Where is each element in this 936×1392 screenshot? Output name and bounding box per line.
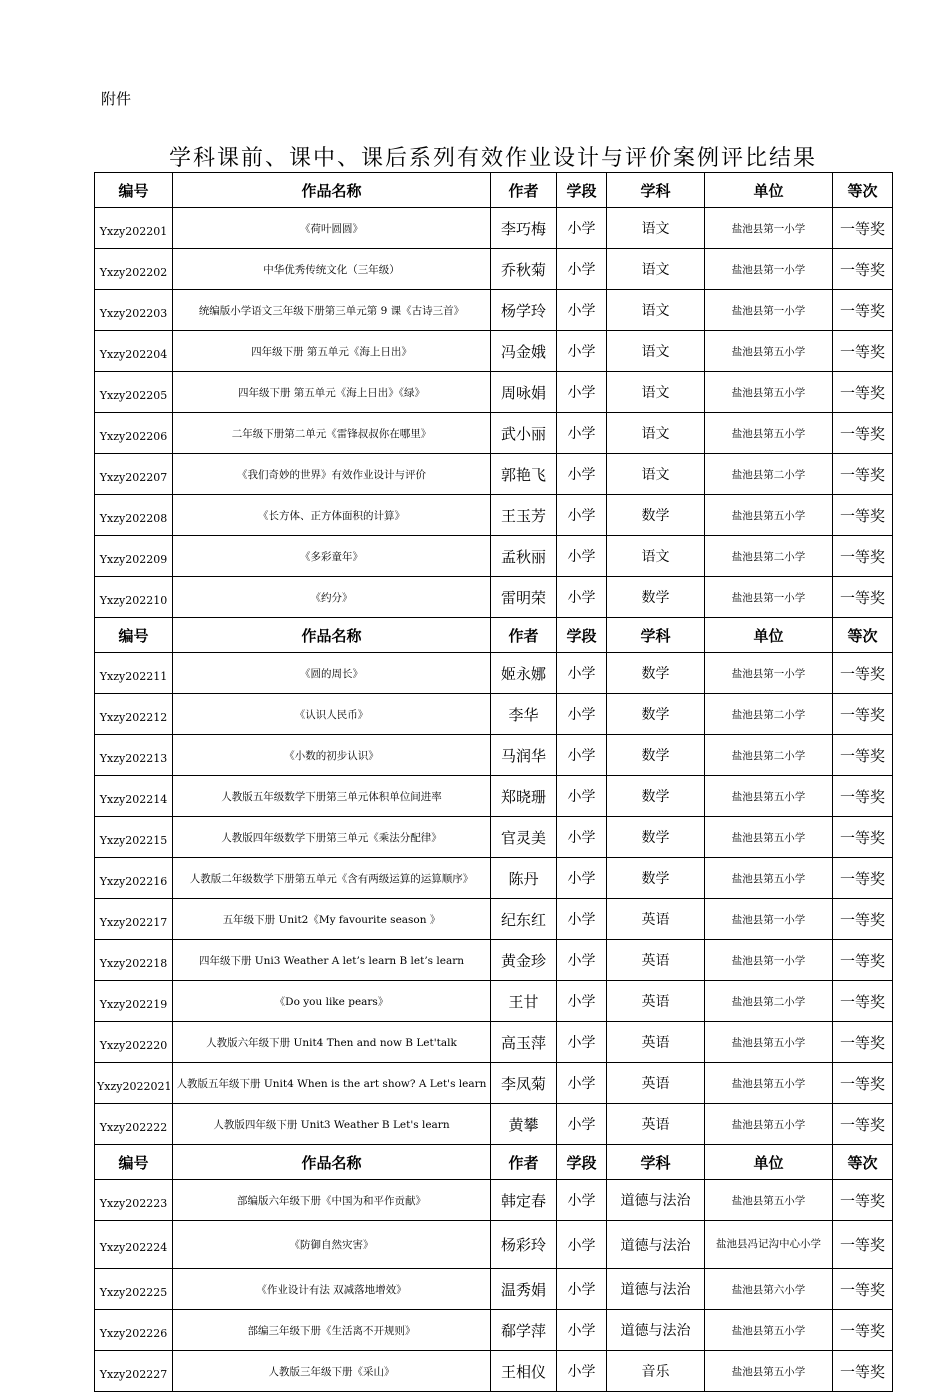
cell-author: 王甘 <box>491 981 557 1022</box>
cell-id: Yxzy202222 <box>95 1104 173 1145</box>
table-row <box>95 454 893 495</box>
cell-unit: 盐池县第五小学 <box>705 1022 833 1063</box>
cell-work-title: 人教版六年级下册 Unit4 Then and now B Let'talk <box>173 1022 491 1063</box>
cell-award: 一等奖 <box>833 331 893 372</box>
cell-id: Yxzy2022021 <box>95 1063 173 1104</box>
cell-award: 一等奖 <box>833 653 893 694</box>
cell-work-title: 《小数的初步认识》 <box>173 735 491 776</box>
cell-award: 一等奖 <box>833 981 893 1022</box>
cell-stage: 小学 <box>557 577 607 618</box>
cell-author: 马润华 <box>491 735 557 776</box>
table-row <box>95 817 893 858</box>
cell-id: Yxzy202220 <box>95 1022 173 1063</box>
cell-work-title: 部编版六年级下册《中国为和平作贡献》 <box>173 1180 491 1221</box>
column-header: 单位 <box>705 1145 833 1180</box>
cell-subject: 道德与法治 <box>607 1221 705 1269</box>
cell-author: 雷明荣 <box>491 577 557 618</box>
table-row <box>95 1180 893 1221</box>
column-header: 作者 <box>491 618 557 653</box>
column-header: 等次 <box>833 1145 893 1180</box>
cell-stage: 小学 <box>557 536 607 577</box>
cell-id: Yxzy202205 <box>95 372 173 413</box>
cell-stage: 小学 <box>557 1351 607 1392</box>
cell-id: Yxzy202217 <box>95 899 173 940</box>
cell-subject: 语文 <box>607 249 705 290</box>
cell-stage: 小学 <box>557 858 607 899</box>
cell-author: 郭艳飞 <box>491 454 557 495</box>
cell-id: Yxzy202207 <box>95 454 173 495</box>
cell-work-title: 二年级下册第二单元《雷锋叔叔你在哪里》 <box>173 413 491 454</box>
cell-id: Yxzy202215 <box>95 817 173 858</box>
cell-unit: 盐池县第五小学 <box>705 1104 833 1145</box>
cell-subject: 数学 <box>607 694 705 735</box>
cell-id: Yxzy202225 <box>95 1269 173 1310</box>
cell-author: 孟秋丽 <box>491 536 557 577</box>
cell-author: 韩定春 <box>491 1180 557 1221</box>
cell-work-title: 人教版五年级下册 Unit4 When is the art show? A Let's learn <box>173 1063 491 1104</box>
cell-subject: 数学 <box>607 495 705 536</box>
cell-id: Yxzy202226 <box>95 1310 173 1351</box>
cell-subject: 道德与法治 <box>607 1310 705 1351</box>
cell-author: 郗学萍 <box>491 1310 557 1351</box>
cell-unit: 盐池县第五小学 <box>705 1351 833 1392</box>
cell-subject: 数学 <box>607 817 705 858</box>
cell-id: Yxzy202227 <box>95 1351 173 1392</box>
cell-id: Yxzy202216 <box>95 858 173 899</box>
column-header: 编号 <box>95 618 173 653</box>
table-row <box>95 208 893 249</box>
table-row <box>95 577 893 618</box>
cell-award: 一等奖 <box>833 1022 893 1063</box>
cell-stage: 小学 <box>557 290 607 331</box>
cell-id: Yxzy202206 <box>95 413 173 454</box>
table-row <box>95 776 893 817</box>
table-row <box>95 1221 893 1269</box>
cell-author: 黄攀 <box>491 1104 557 1145</box>
table-row <box>95 1063 893 1104</box>
cell-work-title: 《长方体、正方体面积的计算》 <box>173 495 491 536</box>
cell-award: 一等奖 <box>833 1063 893 1104</box>
cell-award: 一等奖 <box>833 899 893 940</box>
cell-work-title: 《我们奇妙的世界》有效作业设计与评价 <box>173 454 491 495</box>
cell-id: Yxzy202203 <box>95 290 173 331</box>
column-header: 学段 <box>557 1145 607 1180</box>
cell-stage: 小学 <box>557 694 607 735</box>
cell-work-title: 四年级下册 Uni3 Weather A let’s learn B let’s learn <box>173 940 491 981</box>
cell-stage: 小学 <box>557 1063 607 1104</box>
cell-unit: 盐池县第五小学 <box>705 1310 833 1351</box>
cell-subject: 语文 <box>607 208 705 249</box>
cell-subject: 英语 <box>607 1022 705 1063</box>
column-header: 作者 <box>491 1145 557 1180</box>
cell-subject: 语文 <box>607 372 705 413</box>
cell-stage: 小学 <box>557 1269 607 1310</box>
cell-id: Yxzy202218 <box>95 940 173 981</box>
cell-award: 一等奖 <box>833 1180 893 1221</box>
table-row <box>95 1104 893 1145</box>
cell-id: Yxzy202224 <box>95 1221 173 1269</box>
cell-award: 一等奖 <box>833 1221 893 1269</box>
cell-work-title: 四年级下册 第五单元《海上日出》 <box>173 331 491 372</box>
cell-subject: 英语 <box>607 899 705 940</box>
cell-id: Yxzy202212 <box>95 694 173 735</box>
cell-author: 姬永娜 <box>491 653 557 694</box>
cell-work-title: 五年级下册 Unit2《My favourite season 》 <box>173 899 491 940</box>
table-row <box>95 1269 893 1310</box>
cell-subject: 数学 <box>607 735 705 776</box>
cell-subject: 英语 <box>607 1063 705 1104</box>
table-row <box>95 536 893 577</box>
cell-work-title: 中华优秀传统文化（三年级） <box>173 249 491 290</box>
column-header: 学段 <box>557 173 607 208</box>
column-header: 作品名称 <box>173 1145 491 1180</box>
cell-stage: 小学 <box>557 899 607 940</box>
cell-work-title: 《认识人民币》 <box>173 694 491 735</box>
table-row <box>95 331 893 372</box>
cell-author: 李凤菊 <box>491 1063 557 1104</box>
table-row <box>95 1310 893 1351</box>
cell-award: 一等奖 <box>833 694 893 735</box>
cell-work-title: 人教版四年级下册 Unit3 Weather B Let's learn <box>173 1104 491 1145</box>
cell-stage: 小学 <box>557 776 607 817</box>
column-header: 作者 <box>491 173 557 208</box>
document-title: 学科课前、课中、课后系列有效作业设计与评价案例评比结果 <box>168 146 817 171</box>
cell-stage: 小学 <box>557 735 607 776</box>
cell-stage: 小学 <box>557 413 607 454</box>
cell-award: 一等奖 <box>833 577 893 618</box>
cell-unit: 盐池县第一小学 <box>705 577 833 618</box>
cell-award: 一等奖 <box>833 1310 893 1351</box>
cell-work-title: 人教版三年级下册《采山》 <box>173 1351 491 1392</box>
column-header: 单位 <box>705 173 833 208</box>
cell-stage: 小学 <box>557 249 607 290</box>
cell-subject: 道德与法治 <box>607 1180 705 1221</box>
cell-award: 一等奖 <box>833 495 893 536</box>
cell-stage: 小学 <box>557 495 607 536</box>
cell-author: 高玉萍 <box>491 1022 557 1063</box>
cell-author: 官灵美 <box>491 817 557 858</box>
cell-id: Yxzy202204 <box>95 331 173 372</box>
cell-unit: 盐池县第五小学 <box>705 776 833 817</box>
cell-author: 王相仪 <box>491 1351 557 1392</box>
table-header-row <box>95 173 893 208</box>
cell-subject: 语文 <box>607 290 705 331</box>
cell-unit: 盐池县第一小学 <box>705 249 833 290</box>
cell-id: Yxzy202210 <box>95 577 173 618</box>
cell-id: Yxzy202213 <box>95 735 173 776</box>
cell-work-title: 《防御自然灾害》 <box>173 1221 491 1269</box>
cell-work-title: 《约分》 <box>173 577 491 618</box>
cell-author: 周咏娟 <box>491 372 557 413</box>
cell-id: Yxzy202214 <box>95 776 173 817</box>
cell-award: 一等奖 <box>833 208 893 249</box>
cell-unit: 盐池县第一小学 <box>705 940 833 981</box>
cell-unit: 盐池县第五小学 <box>705 413 833 454</box>
cell-stage: 小学 <box>557 1022 607 1063</box>
column-header: 编号 <box>95 173 173 208</box>
cell-stage: 小学 <box>557 331 607 372</box>
cell-subject: 数学 <box>607 776 705 817</box>
results-table <box>94 172 893 1392</box>
column-header: 作品名称 <box>173 618 491 653</box>
attachment-label: 附件 <box>101 90 132 108</box>
cell-author: 杨彩玲 <box>491 1221 557 1269</box>
cell-unit: 盐池县第五小学 <box>705 858 833 899</box>
cell-award: 一等奖 <box>833 735 893 776</box>
cell-stage: 小学 <box>557 981 607 1022</box>
cell-author: 武小丽 <box>491 413 557 454</box>
cell-award: 一等奖 <box>833 858 893 899</box>
cell-unit: 盐池县第一小学 <box>705 899 833 940</box>
cell-award: 一等奖 <box>833 372 893 413</box>
cell-author: 杨学玲 <box>491 290 557 331</box>
cell-work-title: 统编版小学语文三年级下册第三单元第 9 课《古诗三首》 <box>173 290 491 331</box>
cell-award: 一等奖 <box>833 817 893 858</box>
cell-unit: 盐池县第一小学 <box>705 208 833 249</box>
column-header: 等次 <box>833 618 893 653</box>
cell-work-title: 四年级下册 第五单元《海上日出》《绿》 <box>173 372 491 413</box>
column-header: 学科 <box>607 1145 705 1180</box>
cell-id: Yxzy202201 <box>95 208 173 249</box>
cell-unit: 盐池县第二小学 <box>705 536 833 577</box>
table-header-row <box>95 1145 893 1180</box>
cell-unit: 盐池县第六小学 <box>705 1269 833 1310</box>
cell-stage: 小学 <box>557 1310 607 1351</box>
cell-subject: 数学 <box>607 577 705 618</box>
cell-award: 一等奖 <box>833 940 893 981</box>
cell-stage: 小学 <box>557 1221 607 1269</box>
table-row <box>95 653 893 694</box>
cell-unit: 盐池县冯记沟中心小学 <box>705 1221 833 1269</box>
cell-author: 冯金娥 <box>491 331 557 372</box>
cell-stage: 小学 <box>557 653 607 694</box>
cell-award: 一等奖 <box>833 1351 893 1392</box>
cell-stage: 小学 <box>557 940 607 981</box>
column-header: 单位 <box>705 618 833 653</box>
cell-subject: 英语 <box>607 1104 705 1145</box>
cell-unit: 盐池县第二小学 <box>705 694 833 735</box>
cell-award: 一等奖 <box>833 413 893 454</box>
cell-work-title: 部编三年级下册《生活离不开规则》 <box>173 1310 491 1351</box>
cell-id: Yxzy202202 <box>95 249 173 290</box>
table-row <box>95 858 893 899</box>
table-row <box>95 413 893 454</box>
cell-award: 一等奖 <box>833 1104 893 1145</box>
cell-subject: 英语 <box>607 940 705 981</box>
cell-unit: 盐池县第五小学 <box>705 1180 833 1221</box>
cell-award: 一等奖 <box>833 249 893 290</box>
cell-author: 李巧梅 <box>491 208 557 249</box>
cell-id: Yxzy202209 <box>95 536 173 577</box>
cell-unit: 盐池县第二小学 <box>705 735 833 776</box>
cell-author: 王玉芳 <box>491 495 557 536</box>
cell-unit: 盐池县第五小学 <box>705 495 833 536</box>
cell-subject: 英语 <box>607 981 705 1022</box>
column-header: 学科 <box>607 618 705 653</box>
cell-work-title: 人教版五年级数学下册第三单元体积单位间进率 <box>173 776 491 817</box>
cell-id: Yxzy202211 <box>95 653 173 694</box>
cell-unit: 盐池县第五小学 <box>705 331 833 372</box>
table-row <box>95 495 893 536</box>
table-row <box>95 1351 893 1392</box>
table-header-row <box>95 618 893 653</box>
cell-subject: 数学 <box>607 653 705 694</box>
table-row <box>95 981 893 1022</box>
cell-work-title: 《Do you like pears》 <box>173 981 491 1022</box>
cell-author: 陈丹 <box>491 858 557 899</box>
cell-stage: 小学 <box>557 372 607 413</box>
cell-work-title: 《作业设计有法 双减落地增效》 <box>173 1269 491 1310</box>
cell-stage: 小学 <box>557 454 607 495</box>
cell-stage: 小学 <box>557 1104 607 1145</box>
cell-stage: 小学 <box>557 1180 607 1221</box>
cell-work-title: 《荷叶圆圆》 <box>173 208 491 249</box>
table-row <box>95 694 893 735</box>
cell-stage: 小学 <box>557 817 607 858</box>
table-row <box>95 372 893 413</box>
cell-work-title: 人教版四年级数学下册第三单元《乘法分配律》 <box>173 817 491 858</box>
cell-unit: 盐池县第五小学 <box>705 1063 833 1104</box>
table-row <box>95 735 893 776</box>
cell-subject: 语文 <box>607 413 705 454</box>
cell-award: 一等奖 <box>833 776 893 817</box>
cell-stage: 小学 <box>557 208 607 249</box>
column-header: 学段 <box>557 618 607 653</box>
table-row <box>95 899 893 940</box>
cell-author: 黄金珍 <box>491 940 557 981</box>
cell-work-title: 《多彩童年》 <box>173 536 491 577</box>
table-row <box>95 249 893 290</box>
cell-author: 纪东红 <box>491 899 557 940</box>
cell-author: 乔秋菊 <box>491 249 557 290</box>
column-header: 学科 <box>607 173 705 208</box>
cell-unit: 盐池县第五小学 <box>705 372 833 413</box>
table-row <box>95 290 893 331</box>
cell-subject: 语文 <box>607 454 705 495</box>
cell-award: 一等奖 <box>833 454 893 495</box>
table-row <box>95 1022 893 1063</box>
cell-unit: 盐池县第五小学 <box>705 817 833 858</box>
cell-id: Yxzy202219 <box>95 981 173 1022</box>
column-header: 等次 <box>833 173 893 208</box>
cell-work-title: 人教版二年级数学下册第五单元《含有两级运算的运算顺序》 <box>173 858 491 899</box>
cell-subject: 数学 <box>607 858 705 899</box>
cell-award: 一等奖 <box>833 536 893 577</box>
cell-award: 一等奖 <box>833 290 893 331</box>
cell-subject: 语文 <box>607 331 705 372</box>
cell-subject: 道德与法治 <box>607 1269 705 1310</box>
cell-unit: 盐池县第二小学 <box>705 981 833 1022</box>
column-header: 作品名称 <box>173 173 491 208</box>
column-header: 编号 <box>95 1145 173 1180</box>
cell-id: Yxzy202223 <box>95 1180 173 1221</box>
cell-unit: 盐池县第二小学 <box>705 454 833 495</box>
cell-author: 李华 <box>491 694 557 735</box>
cell-award: 一等奖 <box>833 1269 893 1310</box>
cell-unit: 盐池县第一小学 <box>705 290 833 331</box>
cell-unit: 盐池县第一小学 <box>705 653 833 694</box>
cell-subject: 语文 <box>607 536 705 577</box>
results-table-body <box>95 173 893 1392</box>
table-row <box>95 940 893 981</box>
cell-id: Yxzy202208 <box>95 495 173 536</box>
cell-subject: 音乐 <box>607 1351 705 1392</box>
cell-author: 郑晓珊 <box>491 776 557 817</box>
cell-work-title: 《圆的周长》 <box>173 653 491 694</box>
cell-author: 温秀娟 <box>491 1269 557 1310</box>
